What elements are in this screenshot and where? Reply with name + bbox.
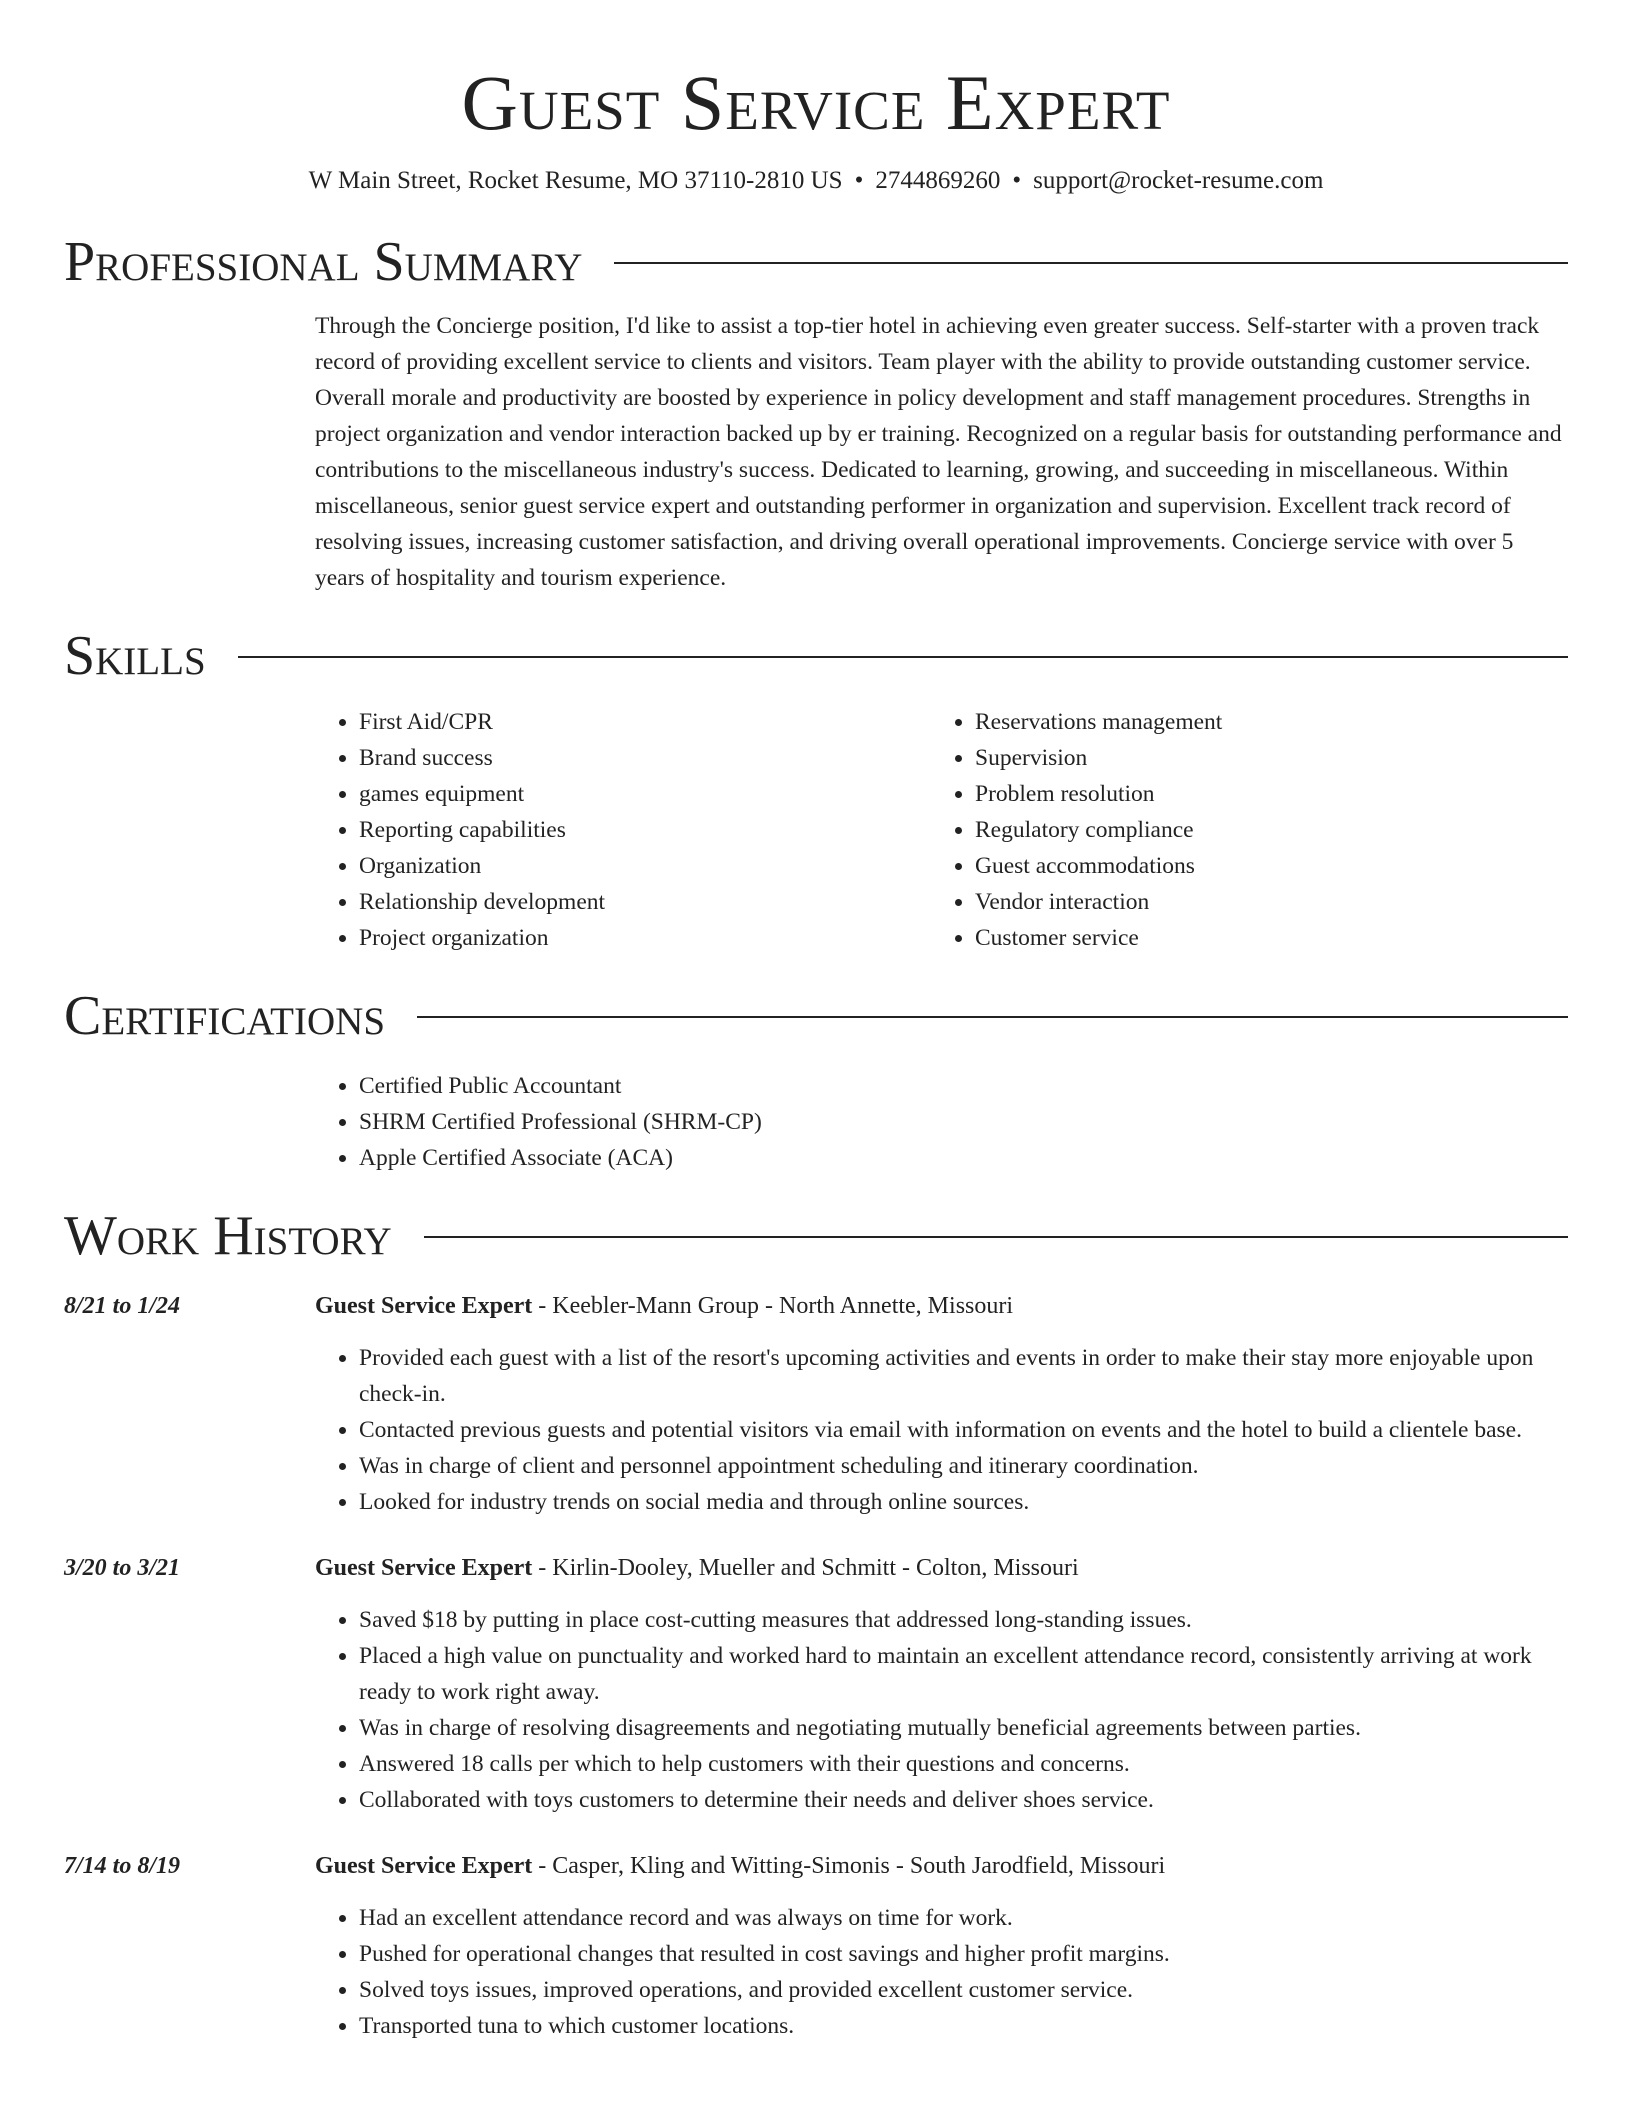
job-bullets	[315, 1602, 1568, 1818]
skills-list-left	[315, 704, 931, 956]
job-dates: 8/21 to 1/24	[64, 1293, 181, 1319]
section-divider	[614, 262, 1568, 264]
skill-item: • Problem resolution	[975, 776, 1547, 812]
summary-text: Through the Concierge position, I'd like to assist a top-tier hotel in achieving even greater success. Self-starter with a proven track record of providing excellent service to clients and visitors. Team player with the ability to provide outstanding customer service. Overall morale and productivity are boosted by experience in policy development and staff management procedures. Strengths in project organization and vendor interaction backed up by er training. Recognized on a regular basis for outstanding performance and contributions to the miscellaneous industry's success. Dedicated to learning, growing, and succeeding in miscellaneous. Within miscellaneous, senior guest service expert and outstanding performer in organization and supervision. Excellent track record of resolving issues, increasing customer satisfaction, and driving overall operational improvements. Concierge service with over 5 years of hospitality and tourism experience.	[315, 313, 1562, 591]
summary-heading: Professional Summary	[64, 231, 583, 293]
skill-item: • games equipment	[359, 776, 931, 812]
skills-body	[315, 704, 1568, 956]
section-divider	[424, 1236, 1568, 1238]
certifications-body	[315, 1068, 1568, 1176]
job-content	[315, 1288, 1568, 1520]
section-divider	[238, 656, 1568, 658]
contact-separator: •	[854, 167, 864, 194]
skills-heading: Skills	[64, 625, 206, 687]
job-bullet: • Provided each guest with a list of the resort's upcoming activities and events in order to make their stay more enjoyable upon check-in.	[359, 1340, 1568, 1412]
skill-item: • Project organization	[359, 920, 931, 956]
skill-item: • Supervision	[975, 740, 1547, 776]
skill-item: • Reporting capabilities	[359, 812, 931, 848]
resume-name: Guest Service Expert	[461, 59, 1171, 146]
job-content	[315, 1848, 1568, 2044]
certification-item: • SHRM Certified Professional (SHRM-CP)	[359, 1104, 1568, 1140]
job-bullet: • Was in charge of resolving disagreements and negotiating mutually beneficial agreements between parties.	[359, 1710, 1568, 1746]
contact-separator: •	[1012, 167, 1022, 194]
job-bullet: • Placed a high value on punctuality and worked hard to maintain an excellent attendance record, consistently arriving at work ready to work right away.	[359, 1638, 1568, 1710]
job-employer-location: - Casper, Kling and Witting-Simonis - South Jarodfield, Missouri	[532, 1853, 1166, 1879]
contact-address: W Main Street, Rocket Resume, MO 37110-2810 US	[308, 167, 843, 194]
section-divider	[417, 1016, 1568, 1018]
job-bullet: • Collaborated with toys customers to determine their needs and deliver shoes service.	[359, 1782, 1568, 1818]
job-bullets	[315, 1900, 1568, 2044]
skills-list-right	[931, 704, 1547, 956]
certifications-heading: Certifications	[64, 985, 386, 1047]
summary-body	[315, 308, 1568, 596]
job-dates: 3/20 to 3/21	[64, 1555, 181, 1581]
certifications-list	[315, 1068, 1568, 1176]
skill-item: • Relationship development	[359, 884, 931, 920]
resume-page	[64, 0, 1568, 2044]
job-bullet: • Pushed for operational changes that resulted in cost savings and higher profit margins.	[359, 1936, 1568, 1972]
job-title-line	[315, 1550, 1568, 1586]
job-bullets	[315, 1340, 1568, 1520]
job-bullet: • Looked for industry trends on social media and through online sources.	[359, 1484, 1568, 1520]
skills-section-header	[64, 624, 1568, 688]
job-bullet: • Contacted previous guests and potential visitors via email with information on events and the hotel to build a clientele base.	[359, 1412, 1568, 1448]
job-employer-location: - Kirlin-Dooley, Mueller and Schmitt - Colton, Missouri	[532, 1555, 1079, 1581]
job-bullet: • Answered 18 calls per which to help customers with their questions and concerns.	[359, 1746, 1568, 1782]
work-history-section-header	[64, 1204, 1568, 1268]
job-role: Guest Service Expert	[315, 1853, 533, 1879]
certification-item: • Apple Certified Associate (ACA)	[359, 1140, 1568, 1176]
job-bullet: • Transported tuna to which customer locations.	[359, 2008, 1568, 2044]
job-content	[315, 1550, 1568, 1818]
contact-email: support@rocket-resume.com	[1033, 167, 1324, 194]
job-dates: 7/14 to 8/19	[64, 1853, 181, 1879]
skill-item: • Vendor interaction	[975, 884, 1547, 920]
certifications-section-header	[64, 984, 1568, 1048]
job-entry	[64, 1848, 1568, 2044]
job-bullet: • Solved toys issues, improved operations, and provided excellent customer service.	[359, 1972, 1568, 2008]
contact-phone: 2744869260	[875, 167, 1001, 194]
job-title-line	[315, 1288, 1568, 1324]
skill-item: • Brand success	[359, 740, 931, 776]
summary-section-header	[64, 230, 1568, 294]
job-entry	[64, 1550, 1568, 1818]
skill-item: • Organization	[359, 848, 931, 884]
contact-line	[64, 164, 1568, 198]
job-role: Guest Service Expert	[315, 1555, 533, 1581]
skill-item: • Guest accommodations	[975, 848, 1547, 884]
job-title-line	[315, 1848, 1568, 1884]
skill-item: • Reservations management	[975, 704, 1547, 740]
job-role: Guest Service Expert	[315, 1293, 533, 1319]
skill-item: • Regulatory compliance	[975, 812, 1547, 848]
job-bullet: • Had an excellent attendance record and was always on time for work.	[359, 1900, 1568, 1936]
job-bullet: • Saved $18 by putting in place cost-cutting measures that addressed long-standing issues.	[359, 1602, 1568, 1638]
job-bullet: • Was in charge of client and personnel appointment scheduling and itinerary coordination.	[359, 1448, 1568, 1484]
job-entry	[64, 1288, 1568, 1520]
skill-item: • Customer service	[975, 920, 1547, 956]
certification-item: • Certified Public Accountant	[359, 1068, 1568, 1104]
work-history-heading: Work History	[64, 1205, 392, 1267]
job-employer-location: - Keebler-Mann Group - North Annette, Missouri	[532, 1293, 1014, 1319]
skill-item: • First Aid/CPR	[359, 704, 931, 740]
